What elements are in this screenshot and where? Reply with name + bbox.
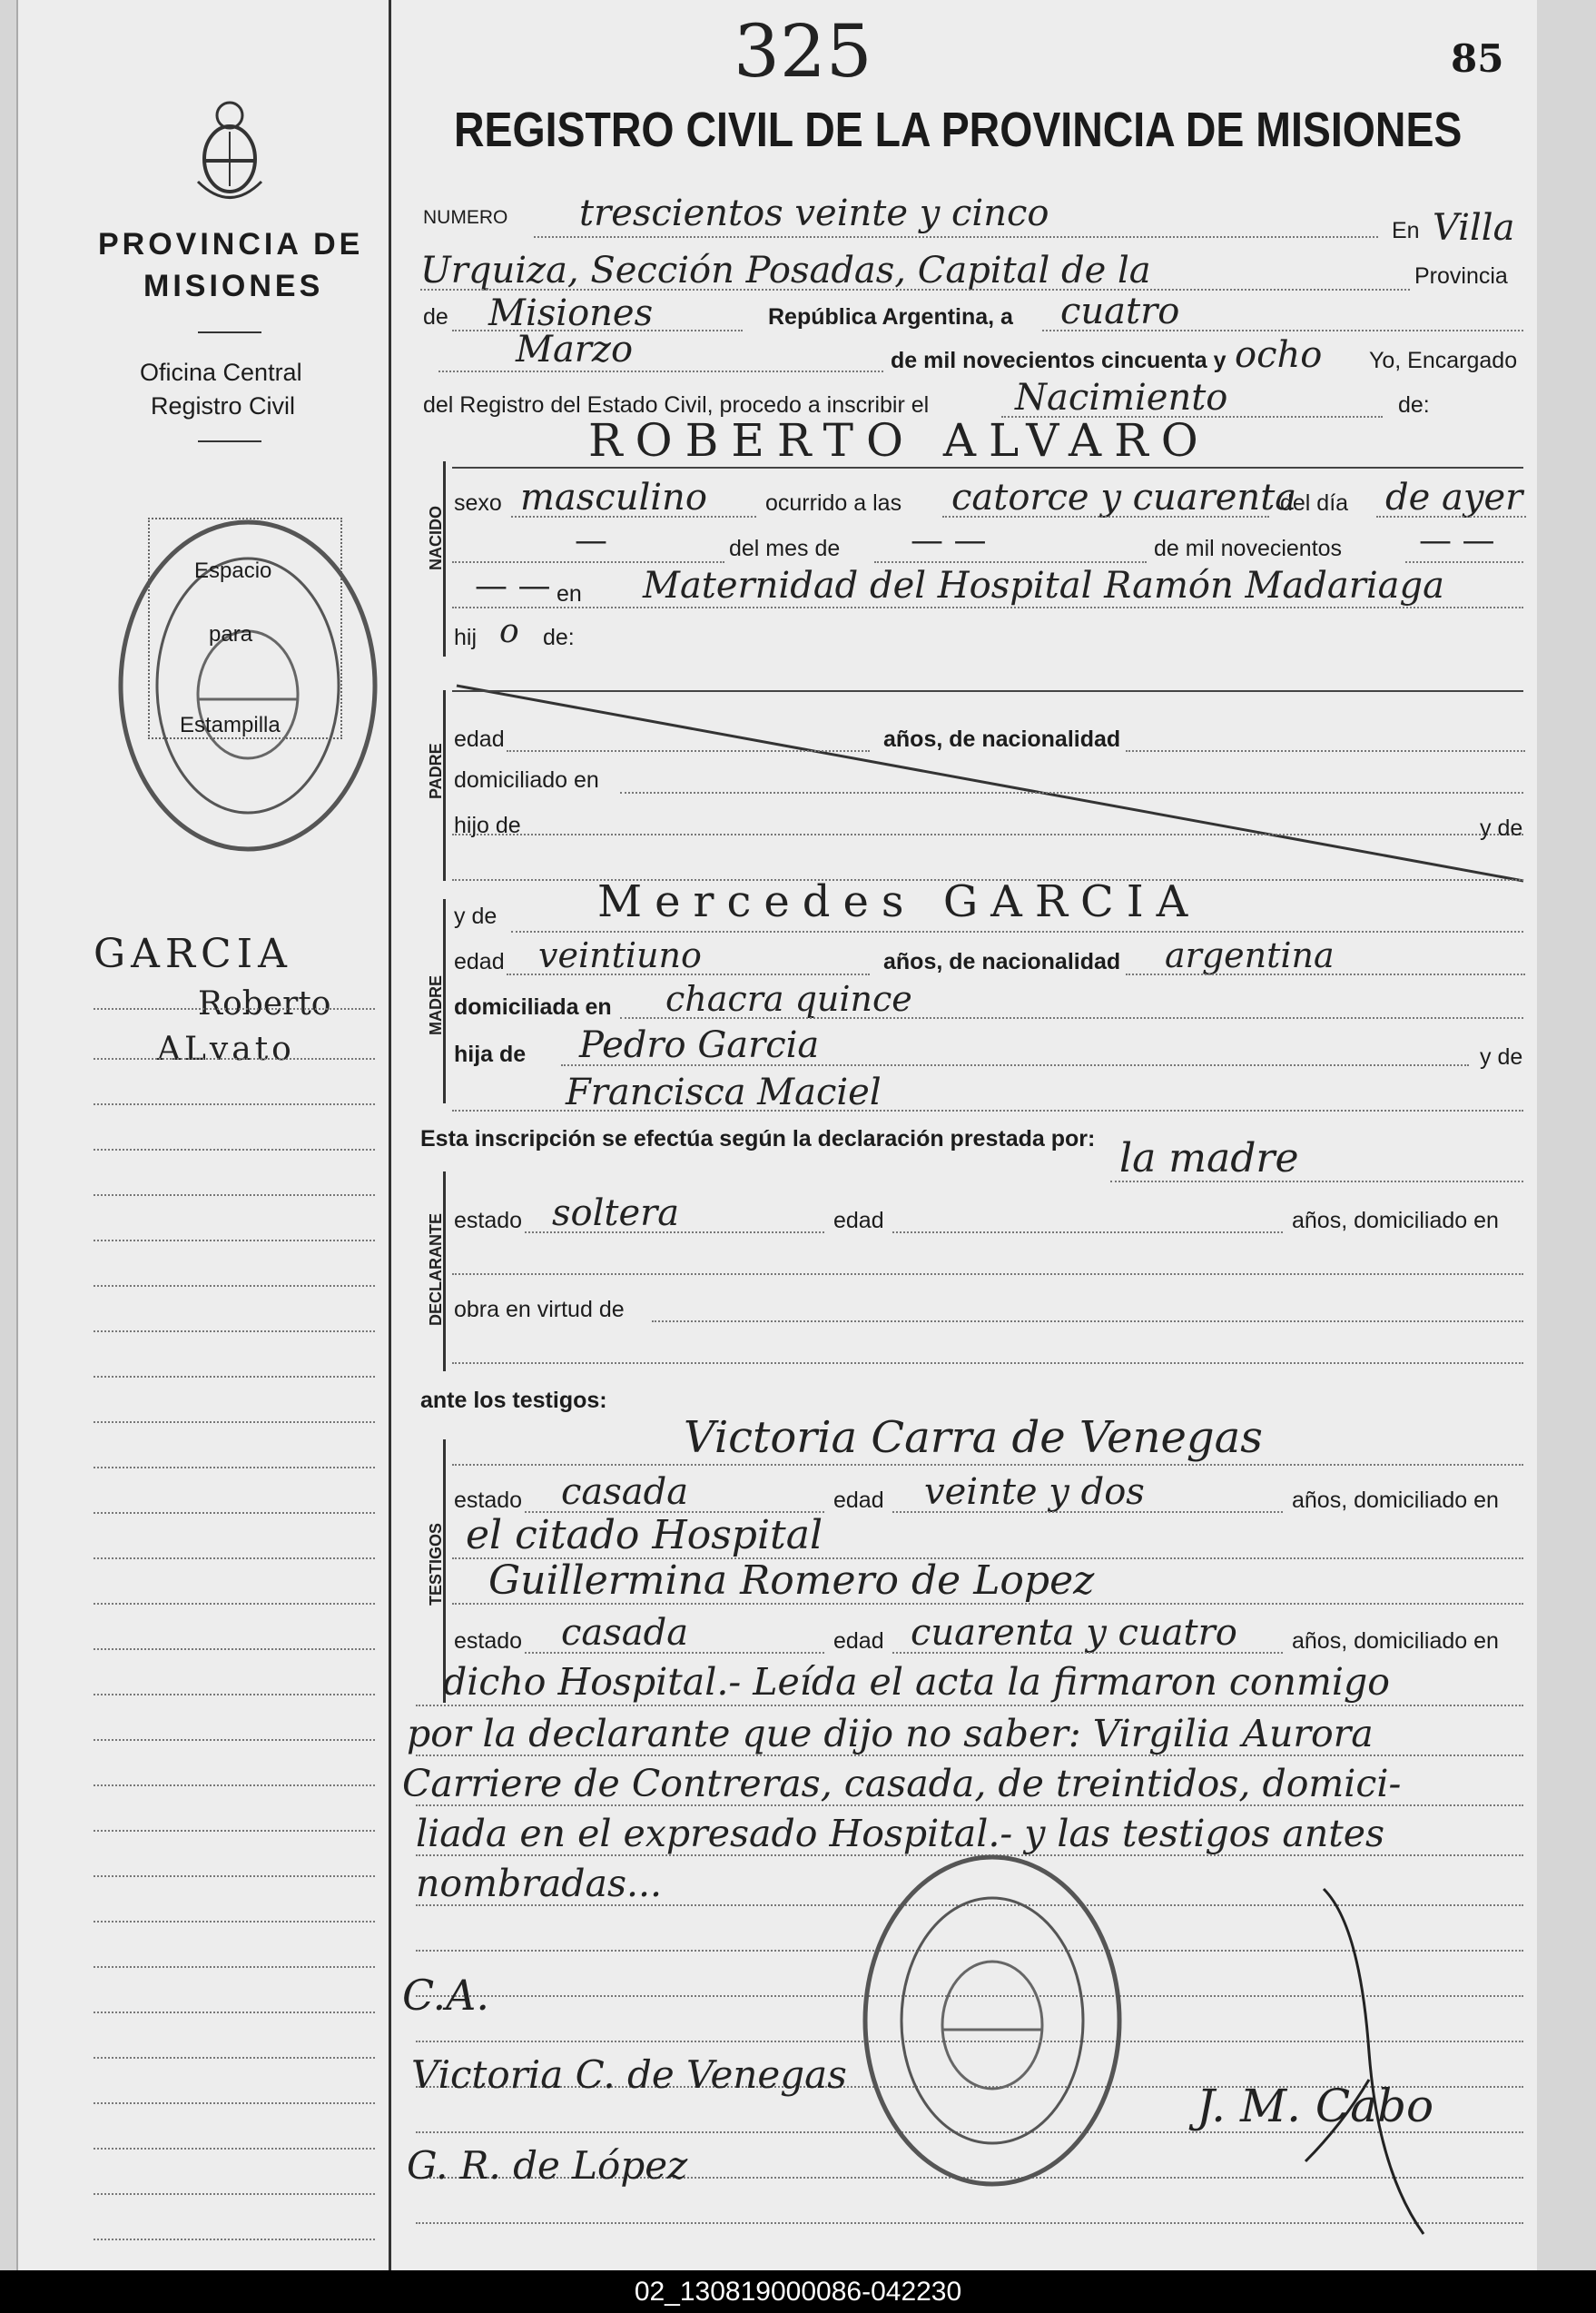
testigo1-name: Victoria Carra de Venegas (684, 1412, 1263, 1463)
numero-value: trescientos veinte y cinco (579, 193, 1049, 234)
padre-edad-label: edad (454, 727, 505, 752)
testigo2-edad-value: cuarenta y cuatro (911, 1612, 1237, 1654)
declarante-edad-label: edad (833, 1208, 884, 1233)
signature-1: C.A. (402, 1971, 490, 2020)
column-divider (389, 0, 391, 2270)
testigo2-name: Guillermina Romero de Lopez (488, 1557, 1095, 1604)
signature-4: J. M. Cabo (1197, 2080, 1434, 2132)
madre-name: Mercedes GARCIA (597, 876, 1201, 927)
hijo-de-label: de: (543, 625, 575, 650)
sexo-label: sexo (454, 490, 502, 516)
en-value: Villa (1433, 207, 1515, 249)
padre-hijo-label: hijo de (454, 813, 521, 838)
testigo2-estado-label: estado (454, 1628, 523, 1654)
year-label: de mil novecientos cincuenta y (891, 348, 1227, 373)
day-value: cuatro (1060, 291, 1180, 332)
testigos-intro-label: ante los testigos: (420, 1388, 607, 1413)
de-label: de (423, 304, 448, 330)
testigos-section-label: TESTIGOS (427, 1522, 445, 1606)
dia-value: de ayer (1385, 477, 1523, 519)
declarante-estado-value: soltera (552, 1192, 680, 1234)
dash1: — (575, 522, 607, 559)
official-seal-icon (852, 1848, 1133, 2193)
document-page (16, 0, 1537, 2270)
madre-domicilio-value: chacra quince (665, 979, 912, 1019)
place-value: Urquiza, Sección Posadas, Capital de la (420, 250, 1151, 292)
testigo1-domicilio-value: el citado Hospital (466, 1512, 823, 1558)
declarante-obra-label: obra en virtud de (454, 1297, 625, 1322)
registro-label: del Registro del Estado Civil, procedo a inscribir el (423, 392, 930, 418)
signature-flourish (1287, 1871, 1451, 2252)
padre-domicilio-label: domiciliado en (454, 767, 599, 793)
testigo2-estado-value: casada (561, 1612, 689, 1654)
testigo2-edad-label: edad (833, 1628, 884, 1654)
dash2: — — (475, 568, 551, 605)
testigo1-edad-label: edad (833, 1488, 884, 1513)
month-value: Marzo (516, 329, 634, 371)
hijo-value: o (499, 613, 519, 650)
madre-yde2-label: y de (1480, 1044, 1523, 1070)
nacido-en-label: en (557, 581, 582, 607)
closing-line5: nombradas... (416, 1862, 663, 1905)
madre-section-label: MADRE (427, 975, 445, 1035)
padre-yde-label: y de (1480, 815, 1523, 841)
en-label: En (1392, 218, 1420, 243)
stamp-space-label3: Estampilla (180, 713, 281, 737)
nacido-section-label: NACIDO (427, 506, 445, 570)
province-heading-line1: PROVINCIA DE (98, 227, 364, 262)
nacido-name: ROBERTO ALVARO (588, 414, 1211, 467)
office-line1: Oficina Central (140, 359, 302, 386)
madre-domicilio-label: domiciliada en (454, 994, 612, 1020)
stamp-space-label1: Espacio (194, 558, 272, 583)
mil-value: — — (1419, 522, 1495, 559)
declarante-estado-label: estado (454, 1208, 523, 1233)
closing-line1: dicho Hospital.- Leída el acta la firmaron conmigo (443, 1660, 1390, 1704)
provincia-value: Misiones (488, 292, 654, 334)
padre-nacionalidad-label: años, de nacionalidad (883, 727, 1121, 752)
testigo1-edad-value: veinte y dos (924, 1471, 1145, 1513)
madre-padre-value: Pedro Garcia (579, 1024, 820, 1066)
madre-nacionalidad-value: argentina (1165, 935, 1335, 975)
hijo-label: hij (454, 625, 478, 650)
margin-name1: Roberto (198, 985, 331, 1023)
sexo-value: masculino (520, 477, 707, 519)
madre-edad-value: veintiuno (538, 935, 702, 975)
document-title: REGISTRO CIVIL DE LA PROVINCIA DE MISIONES (454, 103, 1463, 157)
testigo1-estado-value: casada (561, 1471, 689, 1513)
padre-section-label: PADRE (427, 743, 445, 799)
declarante-section-label: DECLARANTE (427, 1213, 445, 1326)
testigo2-domicilio-label: años, domiciliado en (1292, 1628, 1499, 1654)
year-value: ocho (1235, 334, 1323, 376)
signature-3: G. R. de López (407, 2143, 688, 2188)
divider (198, 331, 261, 333)
madre-madre-value: Francisca Maciel (566, 1072, 882, 1113)
dia-label: del día (1280, 490, 1349, 516)
provincia-label: Provincia (1414, 263, 1508, 289)
mes-label: del mes de (729, 536, 841, 561)
page-number: 85 (1451, 36, 1504, 81)
ocurrido-label: ocurrido a las (765, 490, 902, 516)
province-heading-line2: MISIONES (143, 269, 324, 303)
handwritten-number: 325 (734, 9, 872, 94)
margin-name2: ALvato (157, 1031, 295, 1068)
footer-id-bar: 02_130819000086-042230 (0, 2270, 1596, 2313)
madre-edad-label: edad (454, 949, 505, 974)
yo-label: Yo, Encargado (1369, 348, 1518, 373)
mil-label: de mil novecientos (1154, 536, 1343, 561)
page-edge (16, 0, 18, 2270)
closing-line4: liada en el expresado Hospital.- y las testigos antes (416, 1812, 1385, 1855)
declarante-value: la madre (1119, 1135, 1299, 1181)
madre-hija-label: hija de (454, 1042, 527, 1067)
declarante-domicilio-label: años, domiciliado en (1292, 1208, 1499, 1233)
signature-2: Victoria C. de Venegas (411, 2052, 847, 2097)
act-value: Nacimiento (1015, 377, 1228, 419)
closing-line2: por la declarante que dijo no saber: Virgilia Aurora (407, 1712, 1374, 1755)
divider (198, 440, 261, 442)
margin-surname: GARCIA (94, 931, 292, 977)
coat-of-arms-icon (189, 95, 271, 204)
office-line2: Registro Civil (151, 392, 296, 420)
closing-line3: Carriere de Contreras, casada, de treintidos, domici- (402, 1762, 1402, 1805)
hora-value: catorce y cuarenta (951, 477, 1297, 519)
madre-nacionalidad-label: años, de nacionalidad (883, 949, 1121, 974)
republica-label: República Argentina, a (768, 304, 1013, 330)
testigo1-estado-label: estado (454, 1488, 523, 1513)
testigo1-domicilio-label: años, domiciliado en (1292, 1488, 1499, 1513)
mes-value: — — (911, 522, 987, 559)
lugar-value: Maternidad del Hospital Ramón Madariaga (643, 565, 1444, 607)
declarante-intro-label: Esta inscripción se efectúa según la declaración prestada por: (420, 1126, 1096, 1152)
numero-label: NUMERO (423, 207, 508, 228)
padre-strikeout (452, 681, 1532, 890)
de2-label: de: (1398, 392, 1430, 418)
stamp-space-label2: para (209, 622, 253, 647)
madre-yde-label: y de (454, 904, 498, 929)
